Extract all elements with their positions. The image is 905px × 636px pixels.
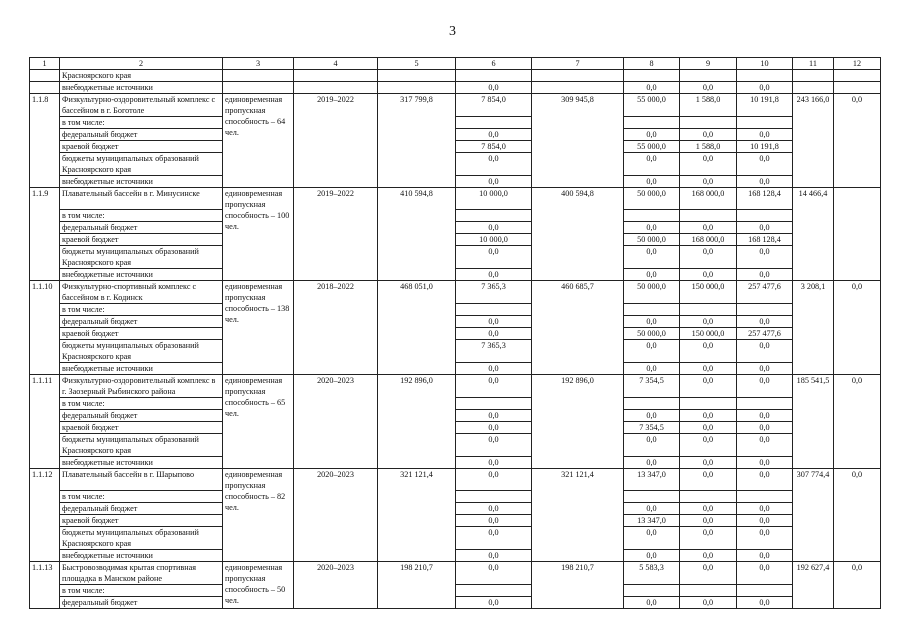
value-col10: 10 191,8 [737,94,793,117]
value-col10: 168 128,4 [737,234,793,246]
value-col9 [680,210,737,222]
value-col9: 0,0 [680,515,737,527]
entry-title: Физкультурно-оздоровительный комплекс с бассейном в г. Боготоле [60,94,223,117]
entry-title: Физкультурно-оздоровительный комплекс в г. Заозерный Рыбинского района [60,375,223,398]
breakdown-row [30,117,881,129]
column-number: 11 [793,58,834,70]
value-col8: 7 354,5 [624,422,680,434]
value-col8: 0,0 [624,527,680,550]
empty-cell [532,82,624,94]
value-col8 [624,210,680,222]
breakdown-row [30,503,881,515]
entry-value-col12: 0,0 [834,94,881,188]
line-label: внебюджетные источники [60,269,223,281]
value-col10: 0,0 [737,597,793,609]
entry-value-col12: 0,0 [834,375,881,469]
breakdown-row [30,434,881,457]
entry-period: 2018–2022 [294,281,378,375]
column-number: 3 [223,58,294,70]
value-col10 [737,304,793,316]
value-col9: 0,0 [680,503,737,515]
entry-title: Быстровозводимая крытая спортивная площадка в Манском районе [60,562,223,585]
entry-period: 2019–2022 [294,188,378,281]
line-label: в том числе: [60,117,223,129]
entry-value-col12: 0,0 [834,469,881,562]
breakdown-row [30,527,881,550]
line-label: федеральный бюджет [60,410,223,422]
line-label: бюджеты муниципальных образований Красноярского края [60,340,223,363]
entry-row [30,562,881,585]
value-col9: 0,0 [680,457,737,469]
value-col10: 10 191,8 [737,141,793,153]
page-number: 3 [449,24,456,39]
value-col10: 0,0 [737,562,793,585]
value-col10: 0,0 [737,434,793,457]
entry-capacity: единовременная пропускная способность – 100 чел. [223,188,294,281]
empty-cell [834,82,881,94]
value-col10: 0,0 [737,316,793,328]
empty-cell [834,70,881,82]
entry-total: 410 594,8 [378,188,456,281]
value-col9: 0,0 [680,410,737,422]
entry-row [30,94,881,117]
value-col6: 7 854,0 [456,94,532,117]
value-col10: 168 128,4 [737,188,793,210]
value-col10: 0,0 [737,457,793,469]
value-col6: 0,0 [456,222,532,234]
value-col10: 0,0 [737,469,793,491]
value-col6: 0,0 [456,597,532,609]
value-col6: 0,0 [456,328,532,340]
value-col8: 55 000,0 [624,141,680,153]
value-col10: 0,0 [737,340,793,363]
empty-cell [30,82,60,94]
value-col9: 1 588,0 [680,141,737,153]
value-col8: 0,0 [624,153,680,176]
empty-cell [793,70,834,82]
breakdown-row [30,129,881,141]
value-col9: 0,0 [680,434,737,457]
breakdown-row [30,304,881,316]
line-label: федеральный бюджет [60,129,223,141]
value-col8: 55 000,0 [624,94,680,117]
value-col8: 0,0 [624,246,680,269]
value-col9: 0,0 [680,422,737,434]
empty-cell [294,82,378,94]
value-col6 [456,491,532,503]
empty-cell [223,70,294,82]
value-col8: 0,0 [624,457,680,469]
value-col8: 7 354,5 [624,375,680,398]
value-col10: 0,0 [737,129,793,141]
entry-title: Плавательный бассейн в г. Шарыпово [60,469,223,491]
column-number: 4 [294,58,378,70]
line-label: внебюджетные источники [60,82,223,94]
entry-value-col7: 192 896,0 [532,375,624,469]
breakdown-row [30,153,881,176]
value-col9: 0,0 [680,129,737,141]
entry-row [30,188,881,210]
breakdown-row [30,316,881,328]
breakdown-row [30,222,881,234]
column-number: 7 [532,58,624,70]
value-col8 [624,70,680,82]
entry-total: 192 896,0 [378,375,456,469]
value-col6 [456,70,532,82]
line-label: в том числе: [60,304,223,316]
entry-value-col11: 185 541,5 [793,375,834,469]
funding-table [29,57,881,609]
value-col10: 0,0 [737,222,793,234]
value-col8: 0,0 [624,340,680,363]
value-col6 [456,585,532,597]
value-col6: 0,0 [456,434,532,457]
value-col6: 0,0 [456,246,532,269]
line-label: краевой бюджет [60,328,223,340]
entry-id: 1.1.9 [30,188,60,281]
entry-row [30,281,881,304]
entry-value-col7: 309 945,8 [532,94,624,188]
breakdown-row [30,398,881,410]
breakdown-row [30,269,881,281]
value-col10 [737,585,793,597]
value-col6: 0,0 [456,269,532,281]
value-col8: 0,0 [624,503,680,515]
value-col8: 0,0 [624,269,680,281]
entry-id: 1.1.11 [30,375,60,469]
value-col6: 0,0 [456,562,532,585]
value-col8: 0,0 [624,82,680,94]
entry-value-col7: 321 121,4 [532,469,624,562]
value-col10: 0,0 [737,153,793,176]
value-col9: 168 000,0 [680,188,737,210]
value-col6: 0,0 [456,410,532,422]
value-col6: 0,0 [456,82,532,94]
value-col9: 0,0 [680,562,737,585]
breakdown-row [30,340,881,363]
column-number: 5 [378,58,456,70]
entry-value-col7: 460 685,7 [532,281,624,375]
value-col9: 0,0 [680,469,737,491]
breakdown-row [30,246,881,269]
value-col9: 0,0 [680,82,737,94]
column-number: 6 [456,58,532,70]
entry-value-col11: 3 208,1 [793,281,834,375]
entry-total: 468 051,0 [378,281,456,375]
value-col6: 0,0 [456,422,532,434]
line-label: внебюджетные источники [60,550,223,562]
value-col10: 0,0 [737,246,793,269]
entry-total: 198 210,7 [378,562,456,609]
value-col8 [624,398,680,410]
value-col6: 0,0 [456,153,532,176]
value-col8: 0,0 [624,176,680,188]
value-col10: 0,0 [737,269,793,281]
breakdown-row [30,515,881,527]
value-col9: 0,0 [680,176,737,188]
entry-id: 1.1.10 [30,281,60,375]
value-col8 [624,491,680,503]
value-col9: 0,0 [680,527,737,550]
value-col8 [624,117,680,129]
value-col6: 0,0 [456,129,532,141]
entry-total: 321 121,4 [378,469,456,562]
value-col8: 0,0 [624,129,680,141]
entry-period: 2020–2023 [294,375,378,469]
entry-capacity: единовременная пропускная способность – 138 чел. [223,281,294,375]
column-number: 12 [834,58,881,70]
carry-row [30,82,881,94]
value-col10 [737,70,793,82]
value-col9 [680,117,737,129]
entry-id: 1.1.8 [30,94,60,188]
column-number: 10 [737,58,793,70]
breakdown-row [30,363,881,375]
value-col10: 257 477,6 [737,281,793,304]
line-label: бюджеты муниципальных образований Красноярского края [60,527,223,550]
entry-value-col7: 198 210,7 [532,562,624,609]
value-col10 [737,491,793,503]
line-label: в том числе: [60,210,223,222]
entry-value-col11: 307 774,4 [793,469,834,562]
value-col8: 0,0 [624,222,680,234]
value-col10: 0,0 [737,422,793,434]
breakdown-row [30,491,881,503]
entry-id: 1.1.13 [30,562,60,609]
empty-cell [532,70,624,82]
entry-capacity: единовременная пропускная способность – 82 чел. [223,469,294,562]
entry-capacity: единовременная пропускная способность – 64 чел. [223,94,294,188]
line-label: краевой бюджет [60,141,223,153]
entry-id: 1.1.12 [30,469,60,562]
value-col8: 0,0 [624,434,680,457]
value-col8: 0,0 [624,410,680,422]
empty-cell [223,82,294,94]
entry-row [30,469,881,491]
entry-capacity: единовременная пропускная способность – 50 чел. [223,562,294,609]
value-col6: 0,0 [456,503,532,515]
line-label: краевой бюджет [60,422,223,434]
value-col8: 5 583,3 [624,562,680,585]
breakdown-row [30,550,881,562]
value-col6: 0,0 [456,469,532,491]
value-col10: 0,0 [737,363,793,375]
empty-cell [378,82,456,94]
value-col9: 150 000,0 [680,328,737,340]
value-col8: 50 000,0 [624,188,680,210]
entry-period: 2020–2023 [294,562,378,609]
column-number-row [30,58,881,70]
entry-value-col11: 192 627,4 [793,562,834,609]
breakdown-row [30,210,881,222]
value-col9: 1 588,0 [680,94,737,117]
value-col10 [737,210,793,222]
value-col6: 0,0 [456,550,532,562]
value-col6: 7 365,3 [456,340,532,363]
value-col6: 0,0 [456,375,532,398]
value-col8: 13 347,0 [624,515,680,527]
line-label: внебюджетные источники [60,457,223,469]
entry-value-col7: 400 594,8 [532,188,624,281]
breakdown-row [30,410,881,422]
line-label: внебюджетные источники [60,176,223,188]
entry-title: Физкультурно-спортивный комплекс с бассейном в г. Кодинск [60,281,223,304]
value-col10: 0,0 [737,176,793,188]
value-col9: 0,0 [680,246,737,269]
value-col8: 0,0 [624,363,680,375]
breakdown-row [30,234,881,246]
line-label: краевой бюджет [60,234,223,246]
value-col6: 0,0 [456,515,532,527]
entry-period: 2020–2023 [294,469,378,562]
value-col6 [456,210,532,222]
line-label: федеральный бюджет [60,597,223,609]
value-col8: 50 000,0 [624,234,680,246]
value-col9 [680,304,737,316]
value-col10 [737,117,793,129]
value-col9: 0,0 [680,550,737,562]
value-col9: 0,0 [680,597,737,609]
line-label: федеральный бюджет [60,316,223,328]
value-col9: 0,0 [680,153,737,176]
value-col10 [737,398,793,410]
value-col10: 0,0 [737,550,793,562]
entry-value-col12: 0,0 [834,281,881,375]
breakdown-row [30,597,881,609]
line-label: в том числе: [60,398,223,410]
column-number: 1 [30,58,60,70]
value-col8 [624,304,680,316]
value-col6: 0,0 [456,527,532,550]
value-col6: 7 854,0 [456,141,532,153]
value-col10: 0,0 [737,503,793,515]
line-label: бюджеты муниципальных образований Красноярского края [60,434,223,457]
carry-row [30,70,881,82]
breakdown-row [30,422,881,434]
value-col6 [456,117,532,129]
value-col9: 150 000,0 [680,281,737,304]
breakdown-row [30,176,881,188]
breakdown-row [30,585,881,597]
empty-cell [30,70,60,82]
value-col10: 0,0 [737,527,793,550]
value-col9: 0,0 [680,269,737,281]
value-col10: 0,0 [737,515,793,527]
value-col6: 0,0 [456,363,532,375]
line-label: в том числе: [60,491,223,503]
value-col6 [456,304,532,316]
entry-period: 2019–2022 [294,94,378,188]
value-col6: 0,0 [456,457,532,469]
line-label: в том числе: [60,585,223,597]
value-col6: 10 000,0 [456,188,532,210]
line-label: федеральный бюджет [60,503,223,515]
value-col6: 10 000,0 [456,234,532,246]
entry-value-col12 [834,188,881,281]
value-col8: 13 347,0 [624,469,680,491]
entry-value-col11: 243 166,0 [793,94,834,188]
line-label: федеральный бюджет [60,222,223,234]
value-col9: 0,0 [680,375,737,398]
value-col10: 0,0 [737,410,793,422]
value-col10: 0,0 [737,375,793,398]
value-col9: 0,0 [680,222,737,234]
value-col8: 0,0 [624,316,680,328]
empty-cell [294,70,378,82]
line-label: бюджеты муниципальных образований Красноярского края [60,246,223,269]
line-label: Красноярского края [60,70,223,82]
value-col6: 7 365,3 [456,281,532,304]
entry-total: 317 799,8 [378,94,456,188]
value-col9 [680,70,737,82]
value-col10: 257 477,6 [737,328,793,340]
breakdown-row [30,457,881,469]
value-col9: 0,0 [680,340,737,363]
value-col9: 0,0 [680,316,737,328]
entry-value-col11: 14 466,4 [793,188,834,281]
line-label: бюджеты муниципальных образований Красноярского края [60,153,223,176]
empty-cell [793,82,834,94]
value-col6 [456,398,532,410]
entry-value-col12: 0,0 [834,562,881,609]
column-number: 9 [680,58,737,70]
value-col6: 0,0 [456,176,532,188]
column-number: 8 [624,58,680,70]
empty-cell [378,70,456,82]
value-col9 [680,398,737,410]
line-label: внебюджетные источники [60,363,223,375]
value-col9 [680,585,737,597]
breakdown-row [30,328,881,340]
value-col9: 168 000,0 [680,234,737,246]
value-col9: 0,0 [680,363,737,375]
value-col8: 50 000,0 [624,328,680,340]
breakdown-row [30,141,881,153]
entry-capacity: единовременная пропускная способность – 65 чел. [223,375,294,469]
entry-row [30,375,881,398]
column-number: 2 [60,58,223,70]
value-col8: 0,0 [624,550,680,562]
value-col9 [680,491,737,503]
value-col10: 0,0 [737,82,793,94]
value-col6: 0,0 [456,316,532,328]
line-label: краевой бюджет [60,515,223,527]
value-col8 [624,585,680,597]
entry-title: Плавательный бассейн в г. Минусинске [60,188,223,210]
value-col8: 50 000,0 [624,281,680,304]
value-col8: 0,0 [624,597,680,609]
